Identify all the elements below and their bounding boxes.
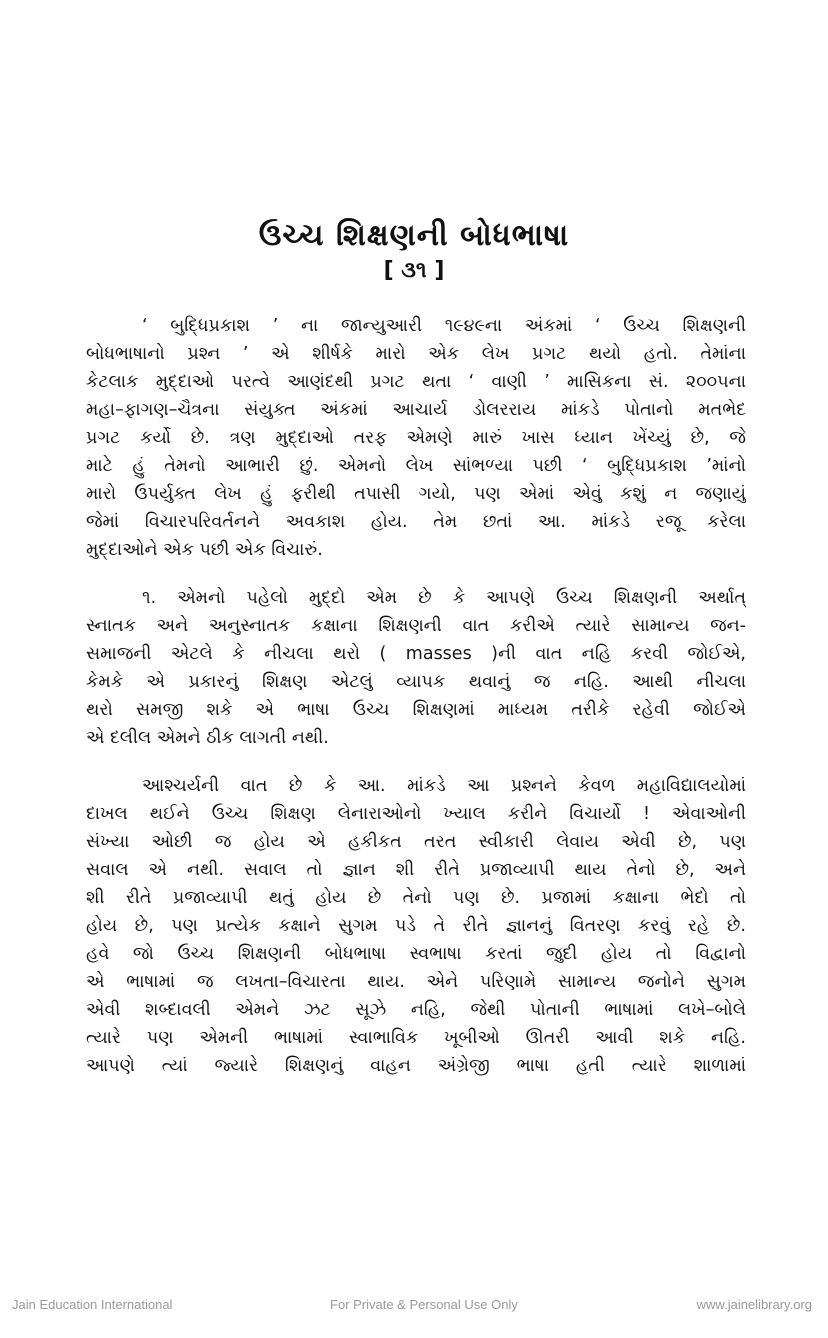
page-footer <box>0 1297 828 1321</box>
footer-usage-note: For Private & Personal Use Only <box>330 1297 518 1312</box>
text-line: બોધભાષાનો પ્રશ્ન ’ એ શીર્ષકે મારો એક લેખ પ્રગટ થયો હતો. તેમાંના <box>86 344 746 364</box>
paragraph <box>86 772 746 1080</box>
text-line: આશ્ચર્યની વાત છે કે આ. માંકડે આ પ્રશ્નને કેવળ મહાવિદ્યાલયોમાં <box>142 776 746 796</box>
text-line: સમાજની એટલે કે નીચલા થરો ( masses )ની વાત નહિ કરવી જોઈએ, <box>86 644 746 664</box>
text-line: મુદ્દાઓને એક પછી એક વિચારું. <box>86 540 323 560</box>
text-line: સ્નાતક અને અનુસ્નાતક કક્ષાના શિક્ષણની વાત કરીએ ત્યારે સામાન્ય જન- <box>86 616 746 636</box>
text-line: ત્યારે પણ એમની ભાષામાં સ્વાભાવિક ખૂબીઓ ઊતરી આવી શકે નહિ. <box>86 1028 746 1048</box>
text-line: થરો સમજી શકે એ ભાષા ઉચ્ચ શિક્ષણમાં માધ્યમ તરીકે રહેવી જોઈએ <box>86 700 746 720</box>
footer-website-link[interactable]: www.jainelibrary.org <box>696 1297 812 1312</box>
text-line: માટે હું તેમનો આભારી છું. એમનો લેખ સાંભળ્યા પછી ‘ બુદ્ધિપ્રકાશ ’માંનો <box>86 456 746 476</box>
text-line: એવી શબ્દાવલી એમને ઝટ સૂઝે નહિ, જેથી પોતાની ભાષામાં લખે–બોલે <box>86 1000 746 1020</box>
text-line: કેટલાક મુદ્દાઓ પરત્વે આણંદથી પ્રગટ થતા ‘ વાણી ’ માસિકના સં. ૨૦૦૫ના <box>86 372 746 392</box>
paragraph <box>86 312 746 564</box>
page-title: ઉચ્ચ શિક્ષણની બોધભાષા <box>258 218 570 253</box>
text-line: હોય છે, પણ પ્રત્યેક કક્ષાને સુગમ પડે તે રીતે જ્ઞાનનું વિતરણ કરવું રહે છે. <box>86 916 746 936</box>
footer-publisher: Jain Education International <box>12 1297 173 1312</box>
text-line: ૧. એમનો પહેલો મુદ્દો એમ છે કે આપણે ઉચ્ચ શિક્ષણની અર્થાત્ <box>142 588 746 608</box>
text-line: હવે જો ઉચ્ચ શિક્ષણની બોધભાષા સ્વભાષા કરતાં જુદી હોય તો વિદ્વાનો <box>86 944 746 964</box>
text-line: સવાલ એ નથી. સવાલ તો જ્ઞાન શી રીતે પ્રજાવ્યાપી થાય તેનો છે, અને <box>86 860 746 880</box>
body-text <box>86 312 746 1080</box>
text-line: મારો ઉપર્યુક્ત લેખ હું ફરીથી તપાસી ગયો, પણ એમાં એવું કશું ન જણાયું <box>86 484 746 504</box>
text-line: આપણે ત્યાં જ્યારે શિક્ષણનું વાહન અંગ્રેજી ભાષા હતી ત્યારે શાળામાં <box>86 1056 746 1076</box>
paragraph-gap <box>86 752 746 772</box>
text-line: મહા–ફાગણ–ચૈત્રના સંયુક્ત અંકમાં આચાર્ય ડોલરરાય માંકડે પોતાનો મતભેદ <box>86 400 746 420</box>
text-line: પ્રગટ કર્યો છે. ત્રણ મુદ્દાઓ તરફ એમણે મારું ખાસ ધ્યાન ખેંચ્યું છે, જે <box>86 428 746 448</box>
paragraph-gap <box>86 564 746 584</box>
paragraph <box>86 584 746 752</box>
text-line: કેમકે એ પ્રકારનું શિક્ષણ એટલું વ્યાપક થવાનું જ નહિ. આથી નીચલા <box>86 672 746 692</box>
text-line: શી રીતે પ્રજાવ્યાપી થતું હોય છે તેનો પણ છે. પ્રજામાં કક્ષાના ભેદો તો <box>86 888 746 908</box>
text-line: જેમાં વિચારપરિવર્તનને અવકાશ હોય. તેમ છતાં આ. માંકડે રજૂ કરેલા <box>86 512 746 532</box>
text-line: ‘ બુદ્ધિપ્રકાશ ’ ના જાન્યુઆરી ૧૯૪૯ના અંકમાં ‘ ઉચ્ચ શિક્ષણની <box>142 316 746 336</box>
chapter-number: [ ૩૧ ] <box>383 258 445 283</box>
text-line: એ દલીલ એમને ઠીક લાગતી નથી. <box>86 728 329 748</box>
text-line: સંખ્યા ઓછી જ હોય એ હકીકત તરત સ્વીકારી લેવાય એવી છે, પણ <box>86 832 746 852</box>
text-line: દાખલ થઈને ઉચ્ચ શિક્ષણ લેનારાઓનો ખ્યાલ કરીને વિચાર્યો ! એવાઓની <box>86 804 746 824</box>
text-line: એ ભાષામાં જ લખતા–વિચારતા થાય. એને પરિણામે સામાન્ય જનોને સુગમ <box>86 972 746 992</box>
